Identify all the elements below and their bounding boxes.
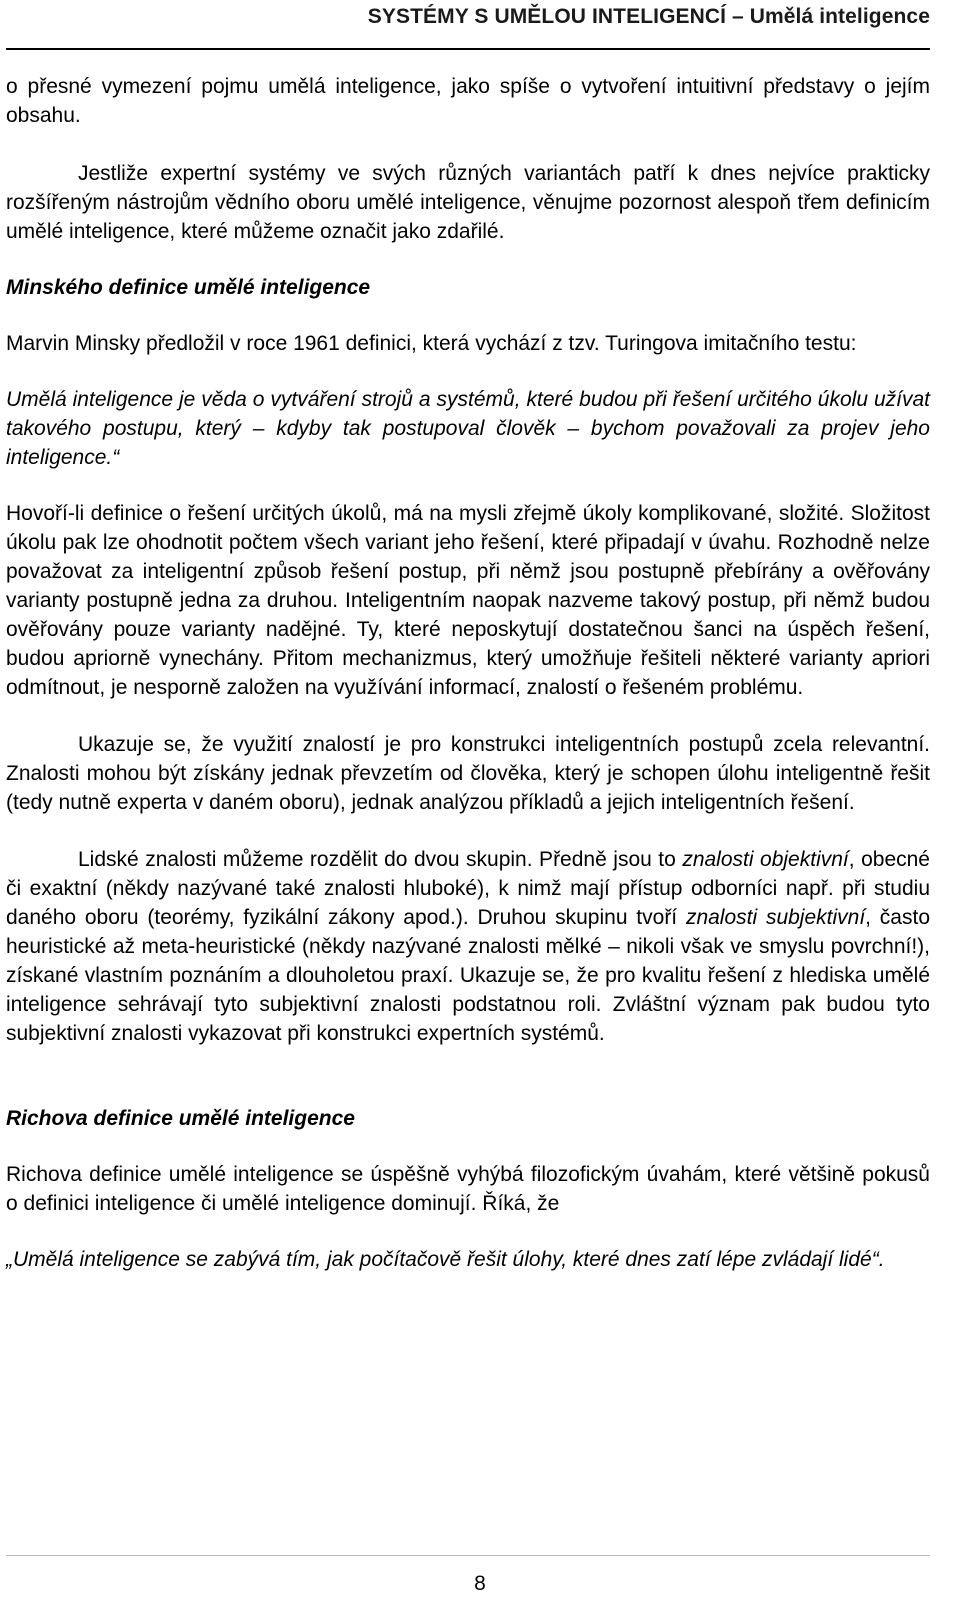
- quote-minsky-text: Umělá inteligence je věda o vytváření strojů a systémů, které budou při řešení určitého úkolu užívat takového postupu, který – kdyby tak postupoval člověk – bychom považovali za projev jeho inteligence.“: [6, 388, 930, 469]
- header-title: SYSTÉMY S UMĚLOU INTELIGENCÍ – Umělá inteligence: [367, 5, 930, 28]
- text-segment: , často heuristické až meta-heuristické (někdy nazývané znalosti mělké – nikoli však ve smyslu povrchní!), získané vlastním poznáním a dlouholetou praxí. Ukazuje se, že pro kvalitu řešení z hlediska umělé inteligence sehrávají tyto subjektivní znalosti podstatnou roli. Zvláštní význam pak budou tyto subjektivní znalosti vykazovat při konstrukci expertních systémů.: [6, 906, 930, 1045]
- document-body: [6, 72, 930, 1274]
- page-number: 8: [474, 1572, 486, 1595]
- paragraph-knowledge-groups: [6, 845, 930, 1048]
- paragraph-complex-tasks: Hovoří-li definice o řešení určitých úkolů, má na mysli zřejmě úkoly komplikované, složité. Složitost úkolu pak lze ohodnotit počtem všech variant jeho řešení, které připadají v úvahu. Rozhodně nelze považovat za inteligentní způsob řešení postup, při němž jsou postupně přebírány a ověřovány varianty postupně jedna za druhou. Inteligentním naopak nazveme takový postup, při němž budou ověřovány pouze varianty nadějné. Ty, které neposkytují dostatečnou šanci na úspěch řešení, budou apriorně vynechány. Přitom mechanizmus, který umožňuje řešiteli některé varianty apriori odmítnout, je nesporně založen na využívání informací, znalostí o řešeném problému.: [6, 502, 930, 699]
- paragraph-minsky-intro: Marvin Minsky předložil v roce 1961 definici, která vychází z tzv. Turingova imitačního testu:: [6, 332, 857, 355]
- term-objective-knowledge: znalosti objektivní: [682, 848, 849, 871]
- text-segment: Lidské znalosti můžeme rozdělit do dvou skupin. Předně jsou to: [78, 848, 683, 871]
- quote-rich-text: „Umělá inteligence se zabývá tím, jak počítačově řešit úlohy, které dnes zatí lépe zvládají lidé“.: [6, 1248, 885, 1271]
- footer-divider: [6, 1555, 930, 1556]
- paragraph-expert-systems: Jestliže expertní systémy ve svých různých variantách patří k dnes nejvíce prakticky rozšířeným nástrojům vědního oboru umělé inteligence, věnujme pozornost alespoň třem definicím umělé inteligence, které můžeme označit jako zdařilé.: [6, 162, 930, 243]
- quote-rich: [6, 1245, 930, 1274]
- paragraph-rich-intro: Richova definice umělé inteligence se úspěšně vyhýbá filozofickým úvahám, které většině pokusů o definici inteligence či umělé inteligence dominují. Říká, že: [6, 1163, 930, 1215]
- paragraph-continuation: o přesné vymezení pojmu umělá inteligence, jako spíše o vytvoření intuitivní představy o jejím obsahu.: [6, 75, 930, 127]
- page-header: [6, 0, 930, 50]
- heading-rich-definition: Richova definice umělé inteligence: [6, 1107, 355, 1130]
- text-segment: , obecné či exaktní (někdy nazývané také znalosti hluboké), k nimž mají přístup odborníci např. při studiu daného oboru (teorémy, fyzikální zákony apod.). Druhou skupinu tvoří: [6, 848, 930, 929]
- heading-minsky-definition: Minského definice umělé inteligence: [6, 276, 371, 299]
- paragraph-knowledge-usage: Ukazuje se, že využití znalostí je pro konstrukci inteligentních postupů zcela relevantní. Znalosti mohou být získány jednak převzetím od člověka, který je schopen úlohu inteligentně řešit (tedy nutně experta v daném oboru), jednak analýzou příkladů a jejich inteligentních řešení.: [6, 733, 930, 814]
- quote-minsky: [6, 385, 930, 472]
- term-subjective-knowledge: znalosti subjektivní: [685, 906, 866, 929]
